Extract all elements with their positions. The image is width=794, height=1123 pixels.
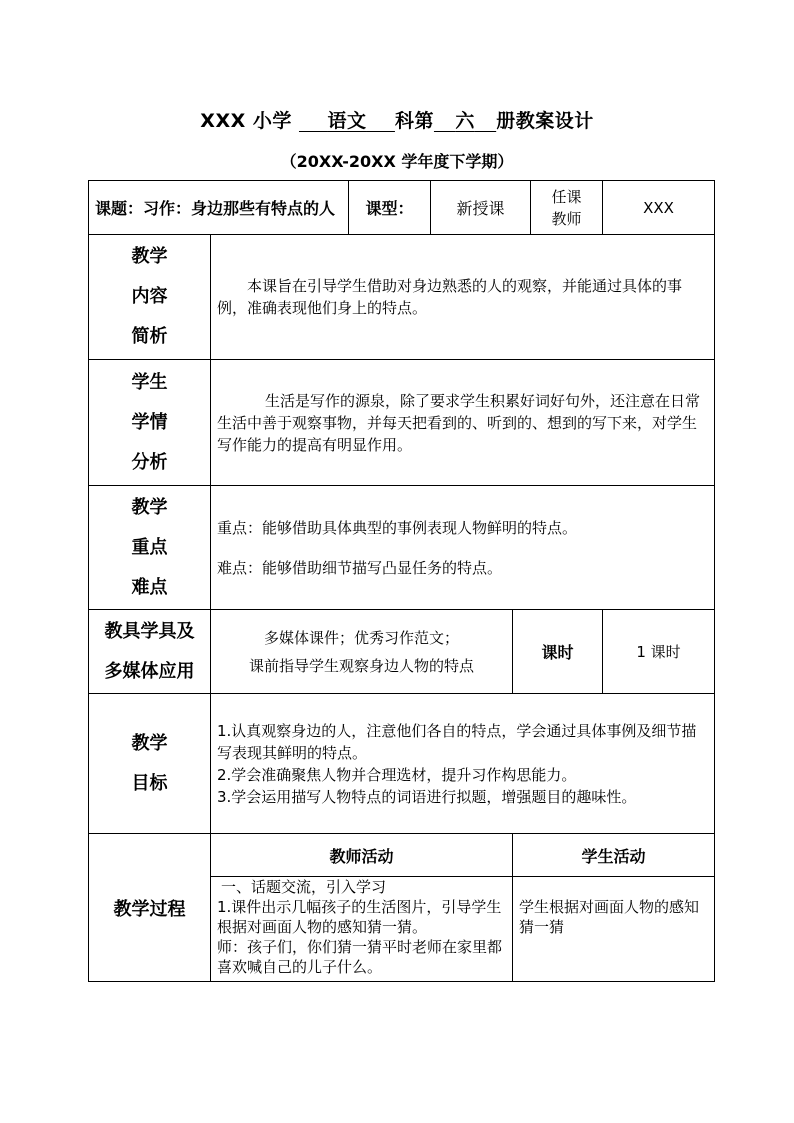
objective-item: 1.认真观察身边的人，注意他们各自的特点，学会通过具体事例及细节描写表现其鲜明的特点。 [217,721,697,762]
objectives-row [89,694,715,834]
student-analysis-label: 学生 学情 分析 [89,360,211,486]
school-name: XXX 小学 [200,110,292,132]
student-activity-cell [513,877,715,982]
student-analysis-row [89,360,715,486]
topic-row [89,181,715,235]
teacher-activity-line: 师：孩子们，你们猜一猜平时老师在家里都喜欢喊自己的儿子什么。 [217,938,503,976]
process-label: 教学过程 [89,834,211,982]
objective-item: 2.学会准确聚焦人物并合理选材，提升习作构思能力。 [217,765,577,784]
content-summary-label: 教学 内容 简析 [89,235,211,360]
subject-blank: 语文 [327,110,367,132]
hours-value-cell: 1 课时 [603,610,715,694]
lesson-plan-table [88,180,715,982]
key-points-row [89,486,715,610]
title-tail: 册教案设计 [496,110,594,132]
content-summary-row [89,235,715,360]
volume-blank: 六 [455,110,475,132]
difficulty-text: 难点：能够借助细节描写凸显任务的特点。 [217,558,503,577]
content-summary-text-cell [211,235,715,360]
student-activity-text: 学生根据对画面人物的感知猜一猜 [519,898,700,936]
term-subtitle: （20XX-20XX 学年度下学期） [280,152,514,171]
process-header-row [89,834,715,877]
teacher-label-cell [531,181,603,235]
title-middle: 科第 [394,110,434,132]
document-title [0,106,794,133]
type-label-cell: 课型： [349,181,431,235]
teacher-label-line: 教师 [551,209,582,228]
tools-text-cell [211,610,513,694]
focus-text: 重点：能够借助具体典型的事例表现人物鲜明的特点。 [217,518,578,537]
objective-item: 3.学会运用描写人物特点的词语进行拟题，增强题目的趣味性。 [217,787,637,806]
teacher-activity-header: 教师活动 [211,834,513,877]
teacher-activity-cell [211,877,513,982]
tools-line: 课前指导学生观察身边人物的特点 [249,656,475,675]
tools-line: 多媒体课件；优秀习作范文； [264,628,460,647]
type-value-cell: 新授课 [431,181,531,235]
tools-label: 教具学具及 多媒体应用 [89,610,211,694]
objectives-text-cell [211,694,715,834]
key-points-label: 教学 重点 难点 [89,486,211,610]
student-activity-header: 学生活动 [513,834,715,877]
teacher-value-cell: XXX [603,181,715,235]
key-points-text-cell [211,486,715,610]
student-analysis-text: 生活是写作的源泉，除了要求学生积累好词好句外，还注意在日常生活中善于观察事物，并每天把看到的、听到的、想到的写下来，对学生写作能力的提高有明显作用。 [217,391,701,454]
teacher-label-line: 任课 [551,187,582,206]
teacher-activity-line: 1.课件出示几幅孩子的生活图片，引导学生根据对画面人物的感知猜一猜。 [217,898,502,936]
student-analysis-text-cell [211,360,715,486]
objectives-label: 教学 目标 [89,694,211,834]
hours-label-cell: 课时 [513,610,603,694]
tools-row [89,610,715,694]
topic-cell: 课题：习作：身边那些有特点的人 [89,181,349,235]
teacher-activity-line: 一、话题交流，引入学习 [221,878,387,896]
content-summary-text: 本课旨在引导学生借助对身边熟悉的人的观察，并能通过具体的事例，准确表现他们身上的特点。 [217,277,683,317]
